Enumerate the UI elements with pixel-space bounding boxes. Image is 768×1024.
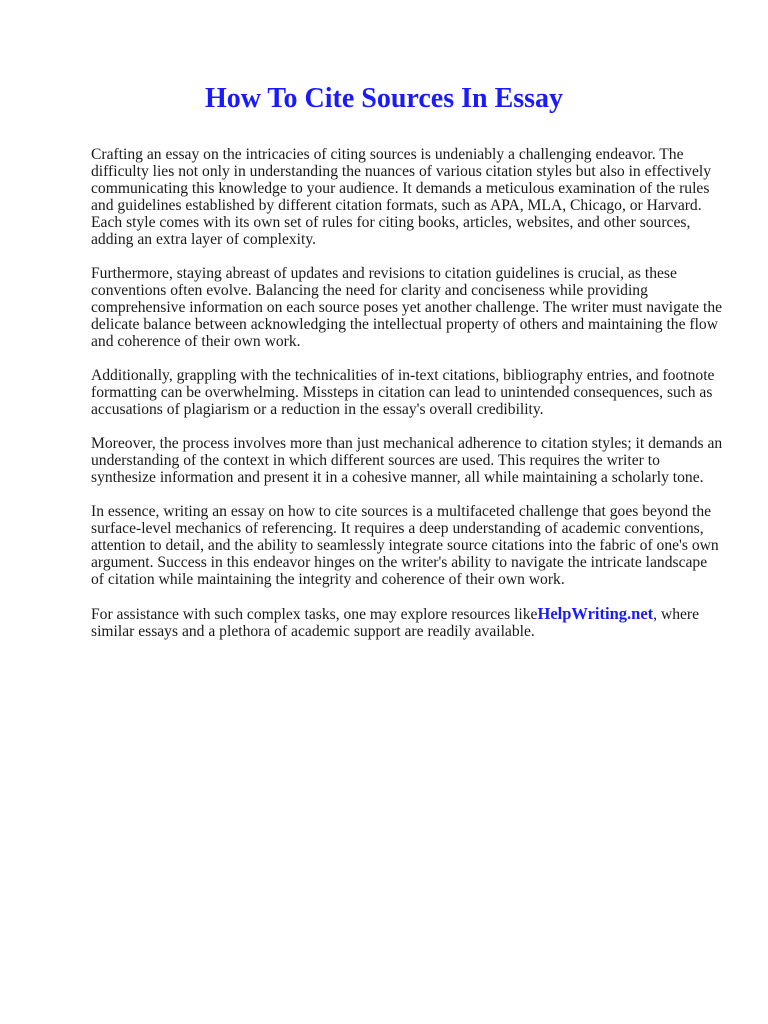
paragraph-4: Moreover, the process involves more than just mechanical adherence to citation styles; it demands an understanding of the context in which different sources are used. This requires the writer to synthesize information and present it in a cohesive manner, all while maintaining a scholarly tone. (91, 435, 723, 486)
paragraph-5: In essence, writing an essay on how to cite sources is a multifaceted challenge that goes beyond the surface-level mechanics of referencing. It requires a deep understanding of academic conventions, attention to detail, and the ability to seamlessly integrate source citations into the fabric of one's own argument. Success in this endeavor hinges on the writer's ability to navigate the intricate landscape of citation while maintaining the integrity and coherence of their own work. (91, 503, 719, 588)
page-title: How To Cite Sources In Essay (204, 83, 564, 114)
closing-text-after-link: , where similar essays and a plethora of academic support are readily available. (91, 606, 700, 640)
paragraph-1: Crafting an essay on the intricacies of citing sources is undeniably a challenging endeavor. The difficulty lies not only in understanding the nuances of various citation styles but also in effectively communicating this knowledge to your audience. It demands a meticulous examination of the rules and guidelines established by different citation formats, such as APA, MLA, Chicago, or Harvard. Each style comes with its own set of rules for citing books, articles, websites, and other sources, adding an extra layer of complexity. (91, 146, 712, 248)
paragraph-3: Additionally, grappling with the technicalities of in-text citations, bibliography entries, and footnote formatting can be overwhelming. Missteps in citation can lead to unintended consequences, such as accusations of plagiarism or a reduction in the essay's overall credibility. (91, 367, 715, 418)
closing-paragraph (91, 605, 723, 640)
helpwriting-link[interactable]: HelpWriting.net (537, 604, 654, 623)
document-body (91, 146, 723, 657)
paragraph-2: Furthermore, staying abreast of updates and revisions to citation guidelines is crucial, as these conventions often evolve. Balancing the need for clarity and conciseness while providing comprehensive information on each source poses yet another challenge. The writer must navigate the delicate balance between acknowledging the intellectual property of others and maintaining the flow and coherence of their own work. (91, 265, 723, 350)
closing-text-before-link: For assistance with such complex tasks, one may explore resources like (91, 606, 538, 623)
